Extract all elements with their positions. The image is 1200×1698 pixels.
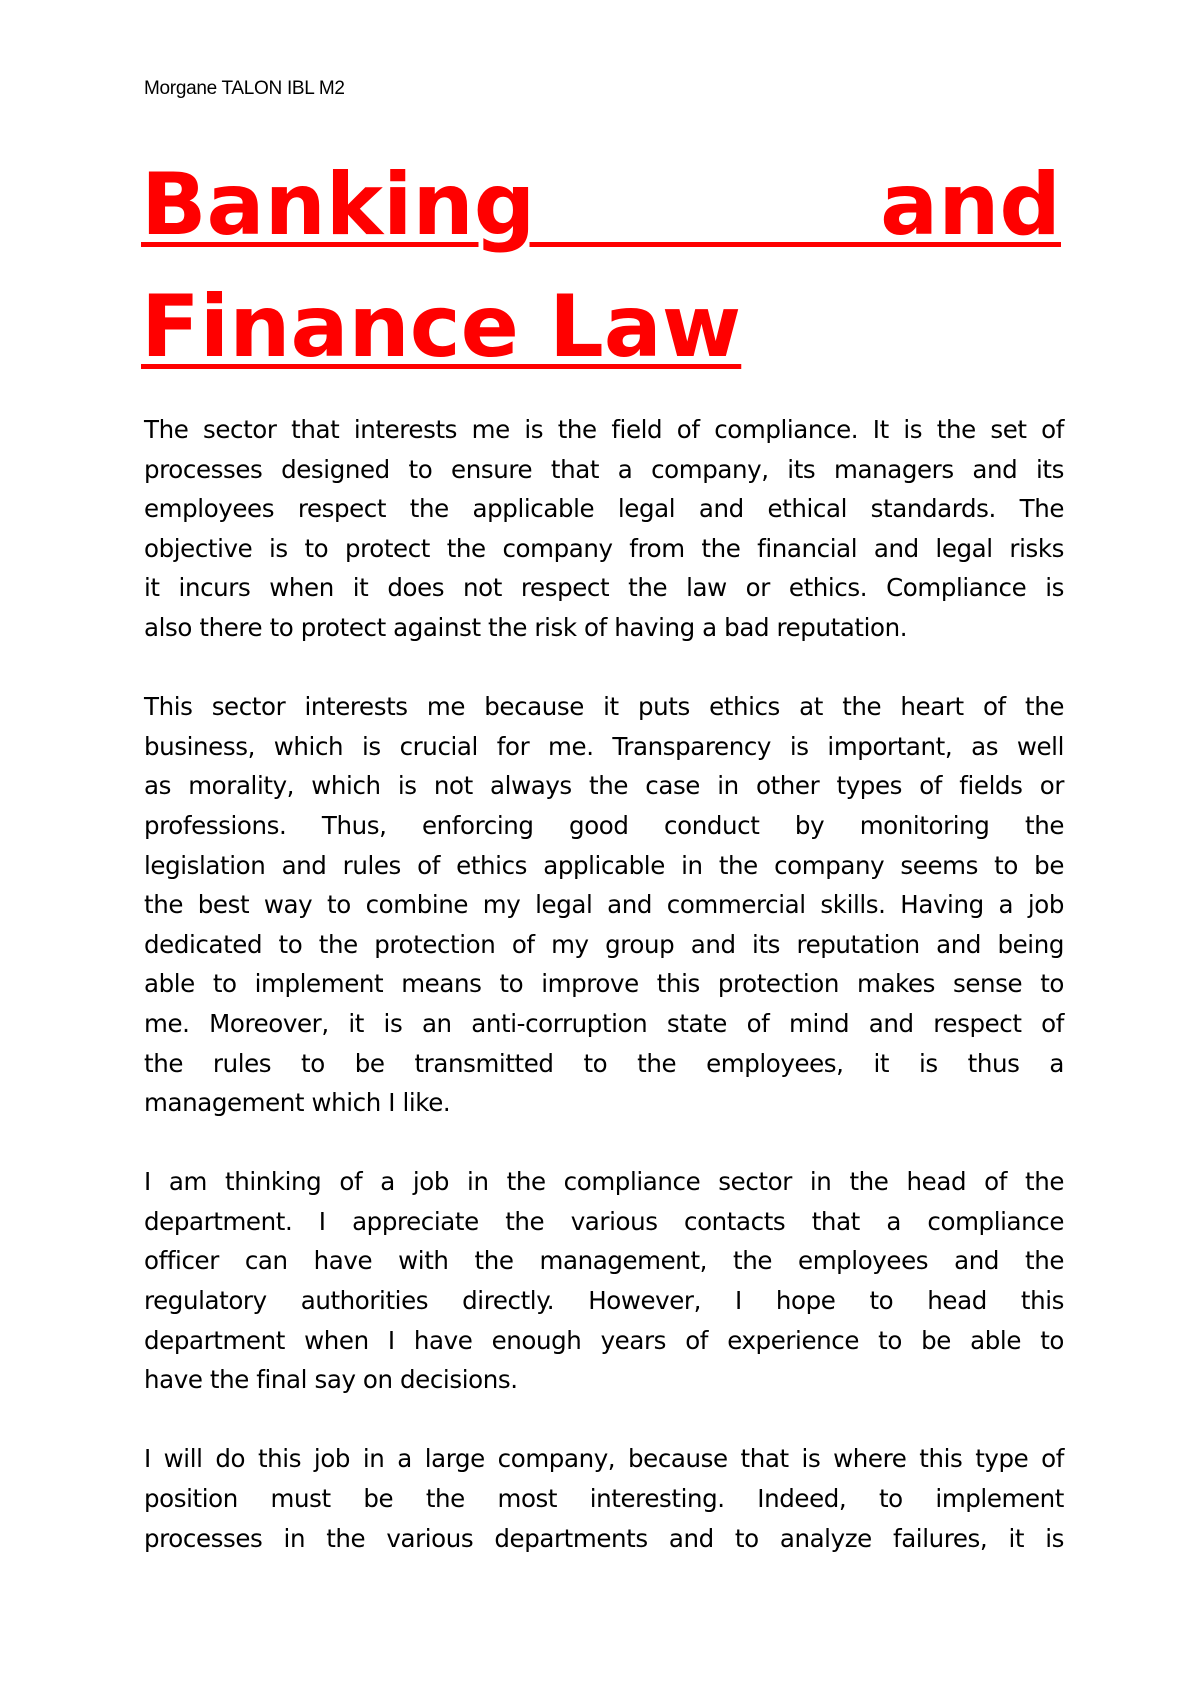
paragraph-3 [144, 1162, 1064, 1400]
text-line: me. Moreover, it is an anti-corruption state of mind and respect of [144, 1008, 1064, 1038]
document-title [141, 144, 1061, 388]
text-line: management which I like. [144, 1088, 451, 1118]
text-line: objective is to protect the company from the financial and legal risks [144, 533, 1064, 563]
author-header: Morgane TALON IBL M2 [144, 78, 345, 99]
text-line: legislation and rules of ethics applicable in the company seems to be [144, 850, 1064, 880]
text-line: position must be the most interesting. Indeed, to implement [144, 1484, 1064, 1514]
text-line: as morality, which is not always the case in other types of fields or [144, 771, 1064, 801]
text-line: employees respect the applicable legal and ethical standards. The [144, 494, 1064, 524]
text-line: department. I appreciate the various contacts that a compliance [144, 1206, 1064, 1236]
text-line: professions. Thus, enforcing good conduct by monitoring the [144, 810, 1064, 840]
text-line: the rules to be transmitted to the employees, it is thus a [144, 1048, 1064, 1078]
text-line: able to implement means to improve this protection makes sense to [144, 969, 1064, 999]
text-line: I am thinking of a job in the compliance sector in the head of the [144, 1167, 1064, 1197]
title-line: Finance Law [141, 277, 742, 377]
text-line: This sector interests me because it puts ethics at the heart of the [144, 692, 1064, 722]
title-line: Banking and [141, 155, 1061, 255]
text-line: processes designed to ensure that a company, its managers and its [144, 454, 1064, 484]
text-line: also there to protect against the risk of having a bad reputation. [144, 612, 908, 642]
paragraph-1 [144, 410, 1064, 648]
text-line: the best way to combine my legal and commercial skills. Having a job [144, 890, 1064, 920]
text-line: I will do this job in a large company, because that is where this type of [144, 1444, 1064, 1474]
text-line: dedicated to the protection of my group and its reputation and being [144, 929, 1064, 959]
text-line: processes in the various departments and to analyze failures, it is [144, 1523, 1064, 1553]
paragraph-4 [144, 1439, 1064, 1558]
text-line: regulatory authorities directly. However, I hope to head this [144, 1286, 1064, 1316]
text-line: The sector that interests me is the field of compliance. It is the set of [144, 415, 1064, 444]
document-body [144, 410, 1064, 1598]
text-line: business, which is crucial for me. Transparency is important, as well [144, 731, 1064, 761]
text-line: department when I have enough years of experience to be able to [144, 1325, 1064, 1355]
text-line: it incurs when it does not respect the law or ethics. Compliance is [144, 573, 1064, 603]
text-line: officer can have with the management, the employees and the [144, 1246, 1064, 1276]
text-line: have the final say on decisions. [144, 1365, 518, 1395]
paragraph-2 [144, 687, 1064, 1123]
